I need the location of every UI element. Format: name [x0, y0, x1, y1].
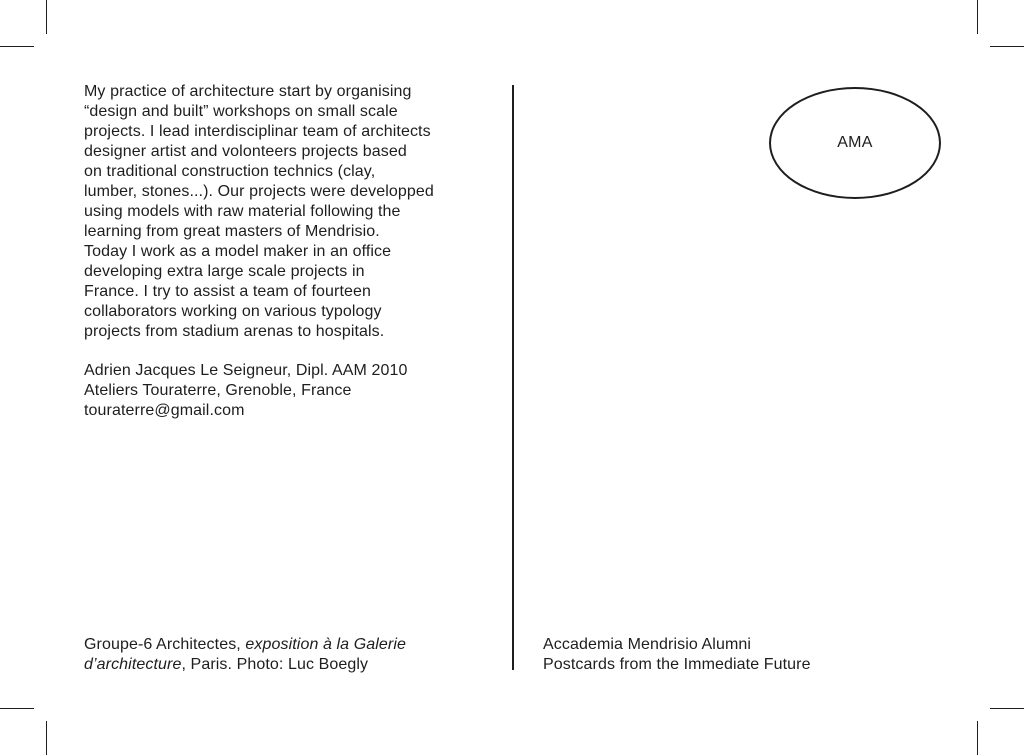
message-line: projects. I lead interdisciplinar team of architects: [84, 123, 431, 140]
caption-italic-2: d’architecture: [84, 656, 182, 673]
caption-lead: Groupe-6 Architectes,: [84, 636, 246, 653]
caption-tail: , Paris. Photo: Luc Boegly: [181, 656, 369, 673]
caption-line-1: [84, 635, 406, 655]
caption-line-2: [84, 655, 406, 675]
message-line: My practice of architecture start by organising: [84, 83, 412, 100]
crop-mark-bottom-left-vertical: [46, 721, 47, 755]
postcard-divider: [512, 85, 514, 670]
crop-mark-bottom-right-horizontal: [990, 708, 1024, 709]
photo-caption: [84, 635, 406, 675]
author-signature: [84, 361, 408, 421]
message-line: on traditional construction technics (clay,: [84, 163, 376, 180]
message-line: lumber, stones...). Our projects were developped: [84, 183, 434, 200]
crop-mark-top-left-horizontal: [0, 46, 34, 47]
message-line: using models with raw material following the: [84, 203, 401, 220]
message-line: projects from stadium arenas to hospitals.: [84, 323, 385, 340]
author-name: Adrien Jacques Le Seigneur, Dipl. AAM 2010: [84, 362, 408, 379]
crop-mark-bottom-left-horizontal: [0, 708, 34, 709]
crop-mark-top-right-vertical: [977, 0, 978, 34]
author-email: touraterre@gmail.com: [84, 402, 245, 419]
stamp-label: AMA: [837, 134, 873, 151]
author-studio: Ateliers Touraterre, Grenoble, France: [84, 382, 352, 399]
message-line: designer artist and volonteers projects based: [84, 143, 407, 160]
crop-mark-top-left-vertical: [46, 0, 47, 34]
message-line: France. I try to assist a team of fourteen: [84, 283, 371, 300]
publisher-name: Accademia Mendrisio Alumni: [543, 636, 752, 653]
postcard-message: [84, 82, 434, 342]
crop-mark-bottom-right-vertical: [977, 721, 978, 755]
message-line: “design and built” workshops on small scale: [84, 103, 398, 120]
publisher-series: Postcards from the Immediate Future: [543, 656, 811, 673]
publisher-info: [543, 635, 811, 675]
stamp-oval: [769, 87, 941, 199]
message-line: learning from great masters of Mendrisio.: [84, 223, 380, 240]
message-line: collaborators working on various typology: [84, 303, 382, 320]
message-line: Today I work as a model maker in an office: [84, 243, 392, 260]
caption-italic-1: exposition à la Galerie: [245, 636, 407, 653]
message-line: developing extra large scale projects in: [84, 263, 365, 280]
crop-mark-top-right-horizontal: [990, 46, 1024, 47]
